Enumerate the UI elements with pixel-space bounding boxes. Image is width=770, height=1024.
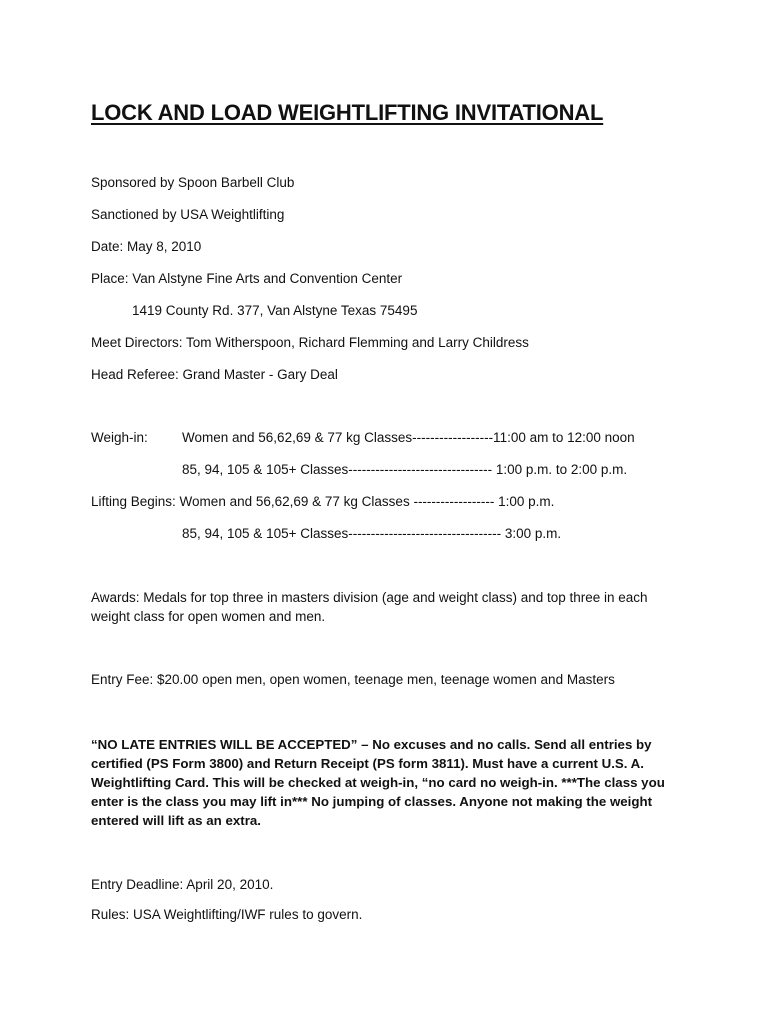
- deadline-line: Entry Deadline: April 20, 2010.: [91, 877, 274, 892]
- directors-line: Meet Directors: Tom Witherspoon, Richard Flemming and Larry Childress: [91, 335, 529, 350]
- date-line: Date: May 8, 2010: [91, 239, 202, 254]
- sponsor-line: Sponsored by Spoon Barbell Club: [91, 175, 295, 190]
- lifting-line-2: 85, 94, 105 & 105+ Classes---------------------------------- 3:00 p.m.: [182, 526, 562, 541]
- place-line: Place: Van Alstyne Fine Arts and Convention Center: [91, 271, 403, 286]
- document-title: LOCK AND LOAD WEIGHTLIFTING INVITATIONAL: [91, 100, 604, 125]
- late-entries-notice: “NO LATE ENTRIES WILL BE ACCEPTED” – No excuses and no calls. Send all entries by certified (PS Form 3800) and Return Receipt (PS form 3811). Must have a current U.S. A. Weightlifting Card. This will be checked at weigh-in, “no card no weigh-in. ***The class you enter is the class you may lift in*** No jumping of classes. Anyone not making the weight entered will lift as an extra.: [91, 737, 665, 828]
- entry-fee-line: Entry Fee: $20.00 open men, open women, teenage men, teenage women and Masters: [91, 672, 615, 687]
- rules-line: Rules: USA Weightlifting/IWF rules to govern.: [91, 907, 363, 922]
- awards-paragraph: Awards: Medals for top three in masters division (age and weight class) and top three in each weight class for open women and men.: [91, 590, 648, 624]
- sanction-line: Sanctioned by USA Weightlifting: [91, 207, 285, 222]
- weighin-line-2: 85, 94, 105 & 105+ Classes-------------------------------- 1:00 p.m. to 2:00 p.m.: [182, 462, 628, 477]
- address-line: 1419 County Rd. 377, Van Alstyne Texas 75495: [132, 303, 418, 318]
- weighin-label: Weigh-in:: [91, 430, 148, 445]
- lifting-line-1: Lifting Begins: Women and 56,62,69 & 77 kg Classes ------------------ 1:00 p.m.: [91, 494, 555, 509]
- referee-line: Head Referee: Grand Master - Gary Deal: [91, 367, 338, 382]
- weighin-line-1: Women and 56,62,69 & 77 kg Classes------------------11:00 am to 12:00 noon: [182, 430, 635, 445]
